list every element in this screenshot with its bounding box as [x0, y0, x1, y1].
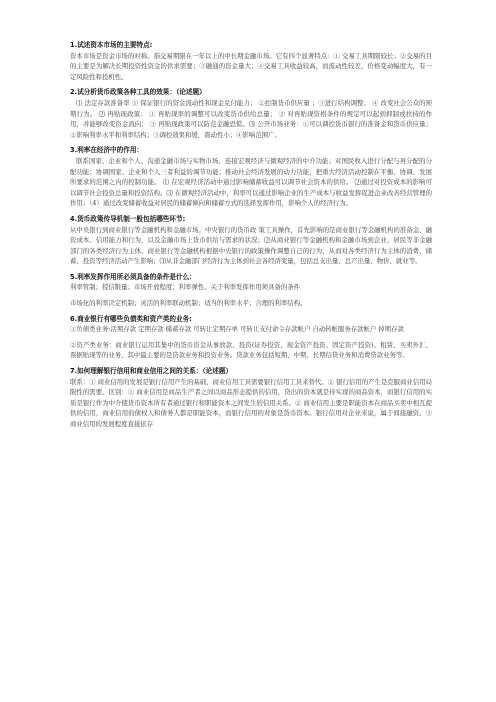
- section-transmission-mechanism: [70, 214, 432, 267]
- section-paragraph: ②资产类业务：商业银行运用其集中的货币资金从事放款、投资(证券投资、现金资产投资、固定资产投资)、租赁、买卖外汇、票据贴现等的业务。其中最主要的是贷款业务和投资业务。贷款业务包括短期、中期、长期信贷业务和消费贷款业务等。: [70, 340, 432, 360]
- section-heading: 3.利率在经济中的作用：: [70, 146, 144, 155]
- section-heading: 1.试述资本市场的主要特点:: [70, 41, 153, 49]
- section-interest-rate-conditions: [70, 272, 432, 309]
- section-monetary-policy-tools: [70, 87, 432, 140]
- section-paragraph: 市场化的利率决定机制；灵活的利率联动机制；适当的利率水平；合理的利率结构。: [70, 299, 307, 308]
- section-paragraph: 从中央银行到商业银行等金融机构和金融市场。中央银行的货币政 策工具操作，首先影响的是商业银行等金融机构的准备金、融资成本、信用能力和行为，以及金融市场上货币供给与需求的状况；⑵从商业银行等金融机构和金融市场到企业、居民等非金融部门的各类经济行为主体。商业银行等金融机构根据中央银行的政策操作调整自己的行为，从而对各类经济行为主体的消费、储蓄、投资等经济活动产生影响；⑶从非金融部门经济行为主体到社会各经济变量，包括总支出量、总产出量、物价、就业等。: [70, 225, 432, 266]
- section-heading: 5.利率发挥作用所必须具备的条件是什么：: [70, 272, 196, 281]
- section-heading: 2.试分析货币政策各种工具的效果：（论述题）: [70, 88, 206, 97]
- section-heading: 4.货币政策传导机制一般包括哪些环节:: [70, 214, 186, 223]
- section-paragraph: ⑴ 法定存款准备率 ① 保证银行的资金流动性和现金兑付能力； ②控制货币供应量 ；③进行结构调整； ④ 改变社会公众的预期行为。 ⑵ 再贴现政策： ① 再贴现率的调整可以改变货币供给总量； ② 对再贴现资格条件的规定可以起到抑制或扶持的作用，并能够改变资金流向； ③ 再贴现政策可以防范金融恐慌。⑶ 公开市场业务：①可以调控货币银行的准备金和货币供应量； ②影响利率水平和利率结构；③调控效果和缓，震动性小；④影响范围广。: [70, 98, 432, 139]
- section-interest-rate-role: [70, 145, 432, 209]
- document-page: [70, 40, 432, 435]
- section-capital-market: [70, 40, 432, 82]
- section-paragraph: 联系国家、企业和个人、沟通金融市场与实物市场、连接宏观经济与微观经济的中介功能；对国民收入进行分配与再分配的分配功能；协调国家、企业和个人三者利益的调节功能；推动社会经济发展的动力功能；把重大经济活动控制在平衡、协调、发展所要求的范围之内的控制功能。 ⑴ 在宏观经济活动中通过影响储蓄收益可以调节社会资本的供给。 ⑵通过对投资成本的影响可以调节社会投资总量和投资结构。⑶ 在微观经济活动中，利率可以通过影响企业的生产成本与收益发挥促进企业改善经营管理的作用；（4）通过改变储蓄收益对居民的储蓄倾向和储蓄方式的选择发挥作用，影响个人的经济行为。: [70, 156, 432, 208]
- section-bank-commercial-credit: [70, 366, 432, 430]
- section-paragraph: ①负债类业务:活期存款 定期存款 储蓄存款 可转让定期存单 可转让支付命令存款帐户 自动转帐服务存款帐户 掉期存款: [70, 325, 404, 334]
- section-paragraph: 资本市场是资金市场的对称。指交易期限在一年以上的中长期金融市场。它有四个显著特点：① 交易工具期限较长；②交易的目的主要是为解决长期投资性资金的供求需要；③融通的资金量大；④交易工具收益较高，而流动性较差，价格变动幅度大，有一定风险性和投机性。: [70, 51, 432, 81]
- section-heading: 6.商业银行有哪些负债类和资产类的业务:: [70, 314, 192, 323]
- section-paragraph: 联系：① 商业信用的发展是银行信用产生的基础，商业信用工具需要银行信用工具来替代。② 银行信用的产生是克服商业信用局限性的需要。区别：① 商业信用是商品生产者之间以商品形态提供的信用，贷出的资本就是待实现的商品资本，而银行信用的实质是银行作为中介使货币资本所有者通过银行和职能资本之间发生的信用关系。② 商业信用主要是职能资本在商品买卖中相互提供的信用，商业信用的债权人和债务人都是职能资本，而银行信用的对象是货币资本。银行信用对企业来说，属于间接融资。③ 商业信用的发展程度直接依存: [70, 377, 432, 428]
- section-heading: 7.如何理解银行信用和商业信用之间的关系：（论述题）: [70, 367, 233, 376]
- section-bank-business: [70, 314, 432, 361]
- section-paragraph: 利率管制；授信限量；市场开放程度；利率弹性。关于利率发挥作用须具备的条件: [70, 283, 301, 292]
